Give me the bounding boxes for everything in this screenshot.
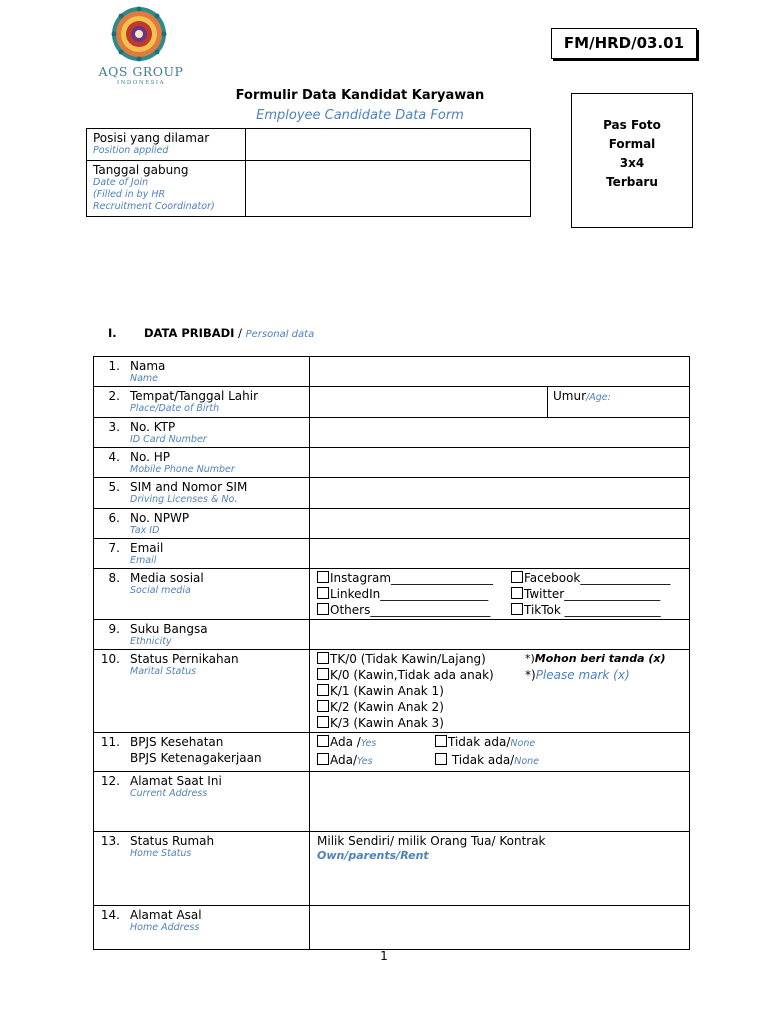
row-number: 11. [100,735,120,749]
npwp-field[interactable] [310,509,690,539]
home-status-sub: Own/parents/Rent [317,849,429,862]
marital-note: *)Mohon beri tanda (x) [525,652,666,665]
form-code: FM/HRD/03.01 [551,28,697,59]
row-sub: Social media [130,585,191,596]
row-sub: Home Address [130,922,200,933]
row-7-label-cell [94,539,310,569]
checkbox[interactable] [317,668,329,680]
row-sub: Home Status [130,848,192,859]
name-field[interactable] [310,357,690,387]
row-2-label-cell [94,387,310,418]
checkbox[interactable] [435,735,447,747]
social-media-cell [310,569,690,620]
row-number: 1. [108,359,120,373]
section-separator: / [234,326,246,340]
checkbox[interactable] [317,652,329,664]
photo-label-1: Pas Foto [603,118,661,132]
checkbox[interactable] [317,753,329,765]
row-number: 12. [100,774,120,788]
section-title: DATA PRIBADI [143,326,235,340]
row-label: Media sosial [130,571,204,585]
row-number: 8. [108,571,120,585]
ktp-field[interactable] [310,418,690,448]
checkbox[interactable] [511,571,523,583]
row-number: 4. [108,450,120,464]
row-sub: Place/Date of Birth [130,403,220,414]
checkbox[interactable] [317,587,329,599]
personal-data-table [93,356,690,950]
social-tiktok[interactable]: TikTok ________________ [511,602,670,618]
position-label-cell [87,129,246,161]
row-sub: ID Card Number [130,434,207,445]
age-label: Umur [553,389,587,403]
row-number: 5. [108,480,120,494]
birth-field[interactable] [310,387,548,418]
photo-box [571,93,693,228]
logo-country: INDONESIA [116,80,166,86]
row-number: 14. [100,908,120,922]
row-label: No. KTP [130,420,176,434]
logo-name: AQS GROUP [98,64,184,79]
row-label: Tempat/Tanggal Lahir [130,389,259,403]
row-sub: Email [130,555,157,566]
row-5-label-cell [94,478,310,509]
checkbox[interactable] [317,700,329,712]
join-date-label: Tanggal gabung [93,163,189,177]
row-label-2: BPJS Ketenagakerjaan [130,751,262,765]
page-number: 1 [380,949,388,963]
social-linkedin[interactable]: LinkedIn__________________ [317,586,511,602]
mandala-icon [109,4,169,64]
row-14-label-cell [94,906,310,950]
bpjs-employment-no[interactable]: Tidak ada/None [435,752,539,770]
join-date-sub-2: (Filled in by HR [93,189,166,200]
row-sub: Tax ID [130,525,160,536]
position-field[interactable] [246,129,531,161]
row-sub: Name [130,373,159,384]
marital-option-tk0[interactable]: TK/0 (Tidak Kawin/Lajang) [317,651,525,667]
join-date-field[interactable] [246,161,531,217]
marital-option-k1[interactable]: K/1 (Kawin Anak 1) [317,683,525,699]
photo-label-2: Formal [608,137,656,151]
photo-label-3: 3x4 [619,156,645,170]
age-field[interactable] [548,387,690,418]
checkbox[interactable] [317,571,329,583]
checkbox[interactable] [511,587,523,599]
company-logo [96,4,186,88]
current-address-field[interactable] [310,772,690,832]
social-instagram[interactable]: Instagram_________________ [317,570,511,586]
row-sub: Driving Licenses & No. [130,494,238,505]
row-label: Email [130,541,164,555]
position-sub: Position applied [93,145,169,156]
section-number: I. [108,326,117,340]
position-label: Posisi yang dilamar [93,131,210,145]
marital-option-k0[interactable]: K/0 (Kawin,Tidak ada anak) [317,667,525,683]
checkbox[interactable] [317,716,329,728]
row-9-label-cell [94,620,310,650]
age-sub: /Age: [586,392,611,403]
row-sub: Marital Status [130,666,197,677]
row-label: Nama [130,359,166,373]
row-8-label-cell [94,569,310,620]
row-number: 9. [108,622,120,636]
row-sub: Mobile Phone Number [130,464,235,475]
position-table [86,128,531,217]
checkbox[interactable] [511,603,523,615]
row-number: 10. [100,652,120,666]
row-number: 6. [108,511,120,525]
checkbox[interactable] [317,603,329,615]
bpjs-health-no[interactable]: Tidak ada/None [435,734,539,752]
form-subtitle: Employee Candidate Data Form [256,108,464,123]
row-sub: Ethnicity [130,636,172,647]
row-label: BPJS Kesehatan [130,735,224,749]
row-label: No. HP [130,450,170,464]
section-sub: Personal data [245,329,315,340]
phone-field[interactable] [310,448,690,478]
marital-option-k2[interactable]: K/2 (Kawin Anak 2) [317,699,525,715]
marital-note-en: *)Please mark (x) [525,668,630,682]
join-date-sub-1: Date of Join [93,177,149,188]
join-date-label-cell [87,161,246,217]
row-12-label-cell [94,772,310,832]
section-heading [108,326,314,340]
row-label: Alamat Saat Ini [130,774,222,788]
email-field[interactable] [310,539,690,569]
row-label: Status Pernikahan [130,652,239,666]
bpjs-employment-yes[interactable]: Ada/Yes [317,752,435,770]
row-sub: Current Address [130,788,208,799]
row-label: Alamat Asal [130,908,202,922]
social-others[interactable]: Others____________________ [317,602,511,618]
row-6-label-cell [94,509,310,539]
row-label: SIM and Nomor SIM [130,480,248,494]
row-number: 7. [108,541,120,555]
bpjs-health-yes[interactable]: Ada /Yes [317,734,435,752]
row-label: No. NPWP [130,511,190,525]
row-number: 2. [108,389,120,403]
checkbox[interactable] [317,735,329,747]
marital-status-cell [310,650,690,733]
row-number: 3. [108,420,120,434]
home-address-field[interactable] [310,906,690,950]
row-1-label-cell [94,357,310,387]
checkbox[interactable] [435,753,447,765]
bpjs-cell [310,733,690,772]
sim-field[interactable] [310,478,690,509]
row-3-label-cell [94,418,310,448]
form-title: Formulir Data Kandidat Karyawan [235,88,485,103]
row-13-label-cell [94,832,310,906]
ethnicity-field[interactable] [310,620,690,650]
marital-option-k3[interactable]: K/3 (Kawin Anak 3) [317,715,525,731]
join-date-sub-3: Recruitment Coordinator) [93,201,215,212]
checkbox[interactable] [317,684,329,696]
row-number: 13. [100,834,120,848]
row-label: Status Rumah [130,834,215,848]
row-4-label-cell [94,448,310,478]
social-twitter[interactable]: Twitter________________ [511,586,670,602]
row-11-label-cell [94,733,310,772]
home-status-field[interactable] [310,832,690,906]
photo-label-4: Terbaru [606,175,658,189]
row-10-label-cell [94,650,310,733]
social-facebook[interactable]: Facebook_______________ [511,570,670,586]
home-status-options: Milik Sendiri/ milik Orang Tua/ Kontrak [317,834,546,848]
row-label: Suku Bangsa [130,622,208,636]
